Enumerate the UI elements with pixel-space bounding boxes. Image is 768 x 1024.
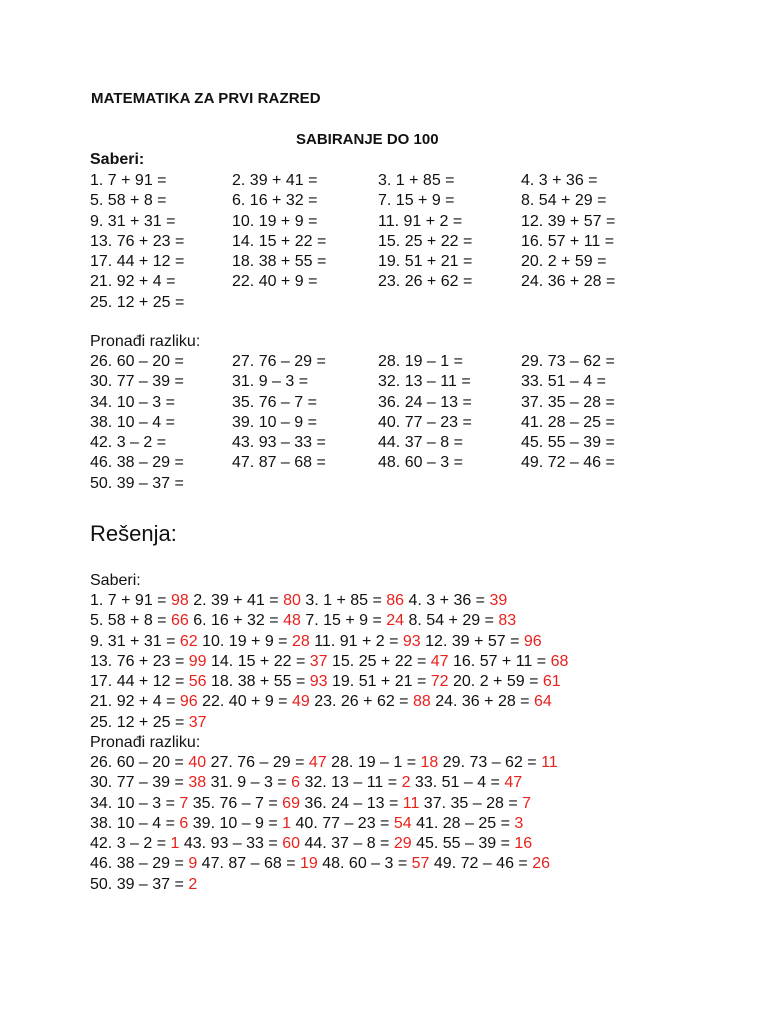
solution-line <box>90 835 558 855</box>
exercise-item: 41. 28 – 25 = <box>521 413 615 431</box>
solution-answer: 1 <box>282 814 292 832</box>
solution-equation: 19. 51 + 21 = <box>332 673 431 691</box>
solutions-addition-list <box>90 592 568 734</box>
solution-answer: 11 <box>402 794 420 812</box>
solution-equation: 37. 35 – 28 = <box>423 794 523 812</box>
solution-line <box>90 855 558 875</box>
solution-answer: 64 <box>533 693 552 711</box>
solution-answer: 49 <box>291 693 310 711</box>
solution-equation: 2. 39 + 41 = <box>193 592 284 609</box>
exercise-item: 38. 10 – 4 = <box>90 413 175 431</box>
solution-answer: 39 <box>489 592 508 609</box>
solution-answer: 86 <box>386 592 405 609</box>
solution-equation: 17. 44 + 12 = <box>90 673 189 691</box>
solution-line <box>90 633 568 653</box>
solution-answer: 11 <box>541 754 558 771</box>
exercise-item: 24. 36 + 28 = <box>521 273 616 291</box>
addition-section-label: Saberi: <box>90 151 145 168</box>
solution-equation: 44. 37 – 8 = <box>304 835 394 853</box>
exercise-item: 34. 10 – 3 = <box>90 393 175 411</box>
solution-equation: 39. 10 – 9 = <box>192 814 283 832</box>
exercise-item: 21. 92 + 4 = <box>90 273 176 291</box>
page-title: MATEMATIKA ZA PRVI RAZRED <box>91 90 321 107</box>
solution-answer: 57 <box>411 855 430 873</box>
exercise-item: 7. 15 + 9 = <box>378 192 455 210</box>
solution-equation: 6. 16 + 32 = <box>193 612 284 630</box>
exercise-item: 20. 2 + 59 = <box>521 253 607 271</box>
solution-equation: 46. 38 – 29 = <box>90 855 189 873</box>
solution-line <box>90 612 568 632</box>
solution-line <box>90 714 568 734</box>
exercise-item: 30. 77 – 39 = <box>90 373 184 391</box>
solution-equation: 24. 36 + 28 = <box>435 693 534 711</box>
exercise-item: 2. 39 + 41 = <box>232 172 318 189</box>
solution-answer: 96 <box>179 693 198 711</box>
exercise-item: 50. 39 – 37 = <box>90 474 184 492</box>
exercise-item: 12. 39 + 57 = <box>521 212 616 230</box>
exercise-item: 42. 3 – 2 = <box>90 434 167 452</box>
solution-equation: 36. 24 – 13 = <box>304 794 403 812</box>
solution-equation: 14. 15 + 22 = <box>211 652 310 670</box>
solution-equation: 42. 3 – 2 = <box>90 835 171 853</box>
solution-line <box>90 754 558 774</box>
solution-answer: 18 <box>420 754 439 771</box>
solution-equation: 35. 76 – 7 = <box>192 794 283 812</box>
solution-answer: 2 <box>188 875 198 893</box>
exercise-item: 11. 91 + 2 = <box>378 212 463 230</box>
solution-answer: 1 <box>170 835 180 853</box>
solution-answer: 38 <box>188 774 207 792</box>
solutions-subtraction-label: Pronađi razliku: <box>90 734 201 751</box>
exercise-item: 4. 3 + 36 = <box>521 172 598 189</box>
solution-equation: 38. 10 – 4 = <box>90 814 180 832</box>
solution-equation: 47. 87 – 68 = <box>201 855 300 873</box>
solutions-addition-label: Saberi: <box>90 572 141 589</box>
exercise-item: 15. 25 + 22 = <box>378 232 473 250</box>
solution-answer: 83 <box>498 612 517 630</box>
exercise-item: 43. 93 – 33 = <box>232 434 326 452</box>
exercise-item: 19. 51 + 21 = <box>378 253 473 271</box>
exercise-item: 39. 10 – 9 = <box>232 413 317 431</box>
solution-equation: 18. 38 + 55 = <box>211 673 310 691</box>
solution-equation: 29. 73 – 62 = <box>442 754 542 771</box>
exercise-item: 48. 60 – 3 = <box>378 454 463 472</box>
solution-equation: 41. 28 – 25 = <box>416 814 515 832</box>
solution-answer: 68 <box>550 652 569 670</box>
solution-answer: 3 <box>514 814 524 832</box>
exercise-item: 16. 57 + 11 = <box>521 232 615 250</box>
exercise-item: 32. 13 – 11 = <box>378 373 471 391</box>
solution-equation: 40. 77 – 23 = <box>295 814 394 832</box>
solutions-heading: Rešenja: <box>90 521 177 546</box>
exercise-item: 49. 72 – 46 = <box>521 454 615 472</box>
exercise-item: 29. 73 – 62 = <box>521 353 615 370</box>
exercise-item: 27. 76 – 29 = <box>232 353 326 370</box>
exercise-item: 35. 76 – 7 = <box>232 393 317 411</box>
exercise-item: 22. 40 + 9 = <box>232 273 318 291</box>
solution-equation: 12. 39 + 57 = <box>425 632 524 650</box>
exercise-item: 47. 87 – 68 = <box>232 454 326 472</box>
solution-equation: 43. 93 – 33 = <box>183 835 283 853</box>
solution-answer: 69 <box>282 794 300 812</box>
solution-answer: 93 <box>402 632 421 650</box>
solution-line <box>90 815 558 835</box>
solution-answer: 2 <box>401 774 411 792</box>
solution-equation: 13. 76 + 23 = <box>90 652 189 670</box>
solution-answer: 29 <box>393 835 412 853</box>
solution-equation: 31. 9 – 3 = <box>210 774 292 792</box>
solution-equation: 8. 54 + 29 = <box>408 612 499 630</box>
exercise-item: 9. 31 + 31 = <box>90 212 176 230</box>
solution-equation: 5. 58 + 8 = <box>90 612 171 630</box>
solution-line <box>90 795 558 815</box>
solution-answer: 54 <box>393 814 412 832</box>
exercise-item: 31. 9 – 3 = <box>232 373 309 391</box>
solution-equation: 32. 13 – 11 = <box>304 774 402 792</box>
solution-answer: 37 <box>309 652 328 670</box>
solution-line <box>90 653 568 673</box>
exercise-item: 13. 76 + 23 = <box>90 232 185 250</box>
solution-answer: 98 <box>170 592 189 609</box>
solution-answer: 6 <box>291 774 300 792</box>
exercise-item: 33. 51 – 4 = <box>521 373 606 391</box>
solution-answer: 40 <box>188 754 207 771</box>
exercise-item: 10. 19 + 9 = <box>232 212 318 230</box>
solution-answer: 9 <box>188 855 198 873</box>
solution-equation: 34. 10 – 3 = <box>90 794 180 812</box>
solution-answer: 28 <box>291 632 310 650</box>
solution-answer: 99 <box>188 652 207 670</box>
solution-equation: 10. 19 + 9 = <box>202 632 292 650</box>
exercise-item: 5. 58 + 8 = <box>90 192 167 210</box>
solution-answer: 24 <box>386 612 405 630</box>
solution-equation: 30. 77 – 39 = <box>90 774 189 792</box>
exercise-item: 45. 55 – 39 = <box>521 434 615 452</box>
solution-equation: 50. 39 – 37 = <box>90 875 189 893</box>
solution-answer: 47 <box>430 652 449 670</box>
solution-equation: 20. 2 + 59 = <box>453 673 543 691</box>
subtraction-section-label: Pronađi razliku: <box>90 333 201 350</box>
solution-equation: 1. 7 + 91 = <box>90 592 171 609</box>
solution-line <box>90 673 568 693</box>
exercise-item: 17. 44 + 12 = <box>90 253 185 271</box>
exercise-item: 26. 60 – 20 = <box>90 353 184 370</box>
solution-equation: 48. 60 – 3 = <box>322 855 412 873</box>
solution-answer: 66 <box>170 612 189 630</box>
solution-equation: 22. 40 + 9 = <box>202 693 292 711</box>
solution-equation: 4. 3 + 36 = <box>408 592 490 609</box>
solution-equation: 16. 57 + 11 = <box>453 652 551 670</box>
solution-equation: 49. 72 – 46 = <box>433 855 533 873</box>
solution-answer: 7 <box>179 794 189 812</box>
solution-answer: 72 <box>430 673 449 691</box>
solution-answer: 88 <box>412 693 431 711</box>
solution-equation: 23. 26 + 62 = <box>314 693 413 711</box>
solution-answer: 7 <box>522 794 532 812</box>
solution-answer: 93 <box>309 673 328 691</box>
solution-equation: 26. 60 – 20 = <box>90 754 189 771</box>
solution-answer: 47 <box>504 774 523 792</box>
solution-answer: 56 <box>188 673 207 691</box>
solution-equation: 11. 91 + 2 = <box>314 632 403 650</box>
exercise-item: 36. 24 – 13 = <box>378 393 472 411</box>
solution-answer: 26 <box>532 855 550 873</box>
solution-answer: 47 <box>308 754 327 771</box>
solution-answer: 96 <box>523 632 542 650</box>
solution-equation: 9. 31 + 31 = <box>90 632 180 650</box>
exercise-item: 46. 38 – 29 = <box>90 454 184 472</box>
solution-line <box>90 592 568 612</box>
solution-equation: 33. 51 – 4 = <box>414 774 505 792</box>
solution-answer: 62 <box>179 632 198 650</box>
solution-equation: 15. 25 + 22 = <box>332 652 431 670</box>
solution-answer: 61 <box>542 673 561 691</box>
solution-answer: 48 <box>283 612 301 630</box>
solution-line <box>90 876 558 896</box>
solution-answer: 60 <box>282 835 300 853</box>
exercise-item: 23. 26 + 62 = <box>378 273 473 291</box>
solution-answer: 80 <box>283 592 301 609</box>
solution-line <box>90 774 558 794</box>
exercise-item: 40. 77 – 23 = <box>378 413 472 431</box>
exercise-item: 28. 19 – 1 = <box>378 353 463 370</box>
exercise-item: 14. 15 + 22 = <box>232 232 327 250</box>
solution-answer: 6 <box>179 814 189 832</box>
solution-line <box>90 693 568 713</box>
exercise-item: 8. 54 + 29 = <box>521 192 607 210</box>
solution-equation: 27. 76 – 29 = <box>210 754 309 771</box>
solution-equation: 25. 12 + 25 = <box>90 713 189 731</box>
exercise-item: 3. 1 + 85 = <box>378 172 455 189</box>
solutions-subtraction-list <box>90 754 558 896</box>
solution-equation: 3. 1 + 85 = <box>305 592 387 609</box>
exercise-item: 25. 12 + 25 = <box>90 293 185 311</box>
solution-equation: 45. 55 – 39 = <box>416 835 515 853</box>
exercise-item: 44. 37 – 8 = <box>378 434 463 452</box>
exercise-item: 18. 38 + 55 = <box>232 253 327 271</box>
solution-answer: 37 <box>188 713 207 731</box>
exercise-item: 6. 16 + 32 = <box>232 192 318 210</box>
page-subtitle: SABIRANJE DO 100 <box>296 131 439 148</box>
exercise-item: 1. 7 + 91 = <box>90 172 167 189</box>
exercise-item: 37. 35 – 28 = <box>521 393 615 411</box>
solution-equation: 21. 92 + 4 = <box>90 693 180 711</box>
solution-answer: 16 <box>514 835 533 853</box>
solution-equation: 28. 19 – 1 = <box>331 754 421 771</box>
solution-answer: 19 <box>299 855 318 873</box>
solution-equation: 7. 15 + 9 = <box>305 612 387 630</box>
